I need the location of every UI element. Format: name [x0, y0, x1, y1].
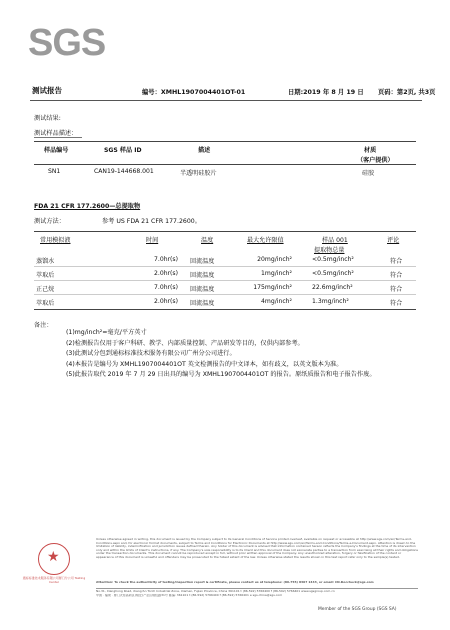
- sample-desc: 半透明硅胶片: [180, 170, 217, 177]
- company-seal: [38, 543, 70, 575]
- note-item: (4)本报告是编号为 XMHL1907004401OT 英文检测报告的中文译本，如有歧义，以英文版本为准。: [66, 360, 343, 368]
- sample-id: CAN19-144668.001: [94, 168, 154, 175]
- limit: 4mg/inch²: [261, 298, 292, 305]
- sample-desc-header: 描述: [198, 147, 211, 154]
- conclusion-header: 评论: [387, 237, 400, 244]
- sample-result: 22.6mg/inch²: [312, 284, 353, 291]
- temp: 回流温度: [190, 258, 215, 265]
- limit: 175mg/inch²: [253, 284, 292, 291]
- row-divider: [34, 294, 416, 295]
- sample-no: SN1: [48, 168, 61, 175]
- table-rule: [34, 231, 416, 232]
- sgs-logo: SGS: [28, 22, 106, 64]
- report-date: 日期:2019 年 8 月 19 日: [288, 89, 364, 96]
- authenticity-notice: Attention: To check the authenticity of testing/inspection report & certificate, please contact us at telephone: (86-755) 8307 1443, or email: CN.Doccheck@sgs.com: [96, 580, 374, 584]
- table-rule: [34, 141, 416, 142]
- results-label: 测试结果:: [34, 115, 61, 122]
- temp-header: 温度: [201, 237, 214, 244]
- seal-text: 通标标准技术服务有限公司厦门分公司 Testing Center: [22, 576, 86, 584]
- note-item: (1)mg/inch²=毫克/平方英寸: [66, 329, 147, 336]
- conclusion: 符合: [390, 286, 403, 293]
- method-label: 测试方法：: [34, 218, 65, 225]
- limit: 1mg/inch²: [261, 270, 292, 277]
- notes-list: [66, 328, 424, 381]
- conclusion: 符合: [390, 300, 403, 307]
- table-rule: [34, 164, 416, 165]
- star-icon: ★: [47, 549, 60, 565]
- table-rule: [34, 309, 416, 310]
- note-item: (2)检测报告仅用于客户科研、教学、内部质量控制、产品研发等目的，仅供内部参考。: [66, 339, 304, 347]
- sample-result: <0.5mg/inch²: [312, 270, 354, 277]
- solvent-header: 常用模拟液: [40, 237, 71, 244]
- footer-divider: [96, 588, 418, 589]
- solvent: 正己烷: [36, 286, 55, 293]
- time: 7.0hr(s): [154, 256, 178, 263]
- address-cn: 中国 · 福建 · 厦门火炬高新区(翔安)产业区翔虹路31号 邮编: 361101 t (86-592) 5766400 f (86-592) 5766401 e sgs.china@sgs.com: [96, 594, 283, 597]
- solvent: 萃取后: [36, 272, 55, 279]
- time-header: 时间: [146, 237, 159, 244]
- time: 2.0hr(s): [154, 270, 178, 277]
- sample-desc-label: 测试样品描述：: [34, 130, 78, 137]
- row-divider: [34, 266, 416, 267]
- sample-no-header: 样品编号: [44, 147, 69, 154]
- report-title: 测试报告: [32, 86, 62, 95]
- row-divider: [34, 280, 416, 281]
- time: 7.0hr(s): [154, 284, 178, 291]
- underline: [34, 137, 82, 138]
- sample-result: <0.5mg/inch²: [312, 256, 354, 263]
- material-header: 材质: [364, 147, 377, 154]
- section-title: FDA 21 CFR 177.2600—总提取物: [34, 203, 141, 210]
- sample-header: 样品 001: [322, 237, 348, 244]
- time: 2.0hr(s): [154, 298, 178, 305]
- temp: 回流温度: [190, 272, 215, 279]
- solvent: 蒸馏水: [36, 258, 55, 265]
- sample-subheader: 提取物总量: [314, 247, 345, 254]
- conclusion: 符合: [390, 272, 403, 279]
- page-number: 页码：第2页, 共3页: [378, 89, 436, 96]
- report-header: [30, 84, 436, 101]
- method-value: 参考 US FDA 21 CFR 177.2600。: [102, 218, 201, 225]
- temp: 回流温度: [190, 300, 215, 307]
- notes-label: 备注：: [34, 322, 53, 329]
- limit: 20mg/inch²: [257, 256, 292, 263]
- conclusion: 符合: [390, 258, 403, 265]
- address-en: No.31, Xianghong Road, Xiang'An Torch Industrial Zone, Xiamen, Fujian Province, China 361101 t (86-592) 5766400 f (86-592) 5766401 www.sgsgroup.com.cn: [96, 590, 335, 593]
- temp: 回流温度: [190, 286, 215, 293]
- note-item: (5)此报告取代 2019 年 7 月 29 日出具的编号为 XMHL1907004401OT 的报告。原纸质报告和电子报告作废。: [66, 371, 376, 378]
- sample-material: 硅胶: [362, 170, 375, 177]
- legal-notice: Unless otherwise agreed in writing, this document is issued by the Company subject to its General Conditions of Service printed overleaf, available on request or accessible at http://www.sgs.com/en/Terms-and-Conditions.aspx and, for electronic format documents, subject to Terms and Conditions for Electronic Documents at http://www.sgs.com/en/Terms-and-Conditions/Terms-e-Document.aspx. Attention is drawn to the limitation of liability, indemnification and jurisdiction issues defined therein. Any holder of this document is advised that information contained hereon reflects the Company's findings at the time of its intervention only and within the limits of Client's instructions, if any. The Company's sole responsibility is to its Client and this document does not exonerate parties to a transaction from exercising all their rights and obligations under the transaction documents. This document cannot be reproduced except in full, without prior written approval of the Company. Any unauthorized alteration, forgery or falsification of the content or appearance of this document is unlawful and offenders may be prosecuted to the fullest extent of the law. Unless otherwise stated the results shown in this test report refer only to the sample(s) tested.: [96, 538, 418, 559]
- limit-header: 最大允许限值: [247, 237, 284, 244]
- report-number: 编号：XMHL1907004401OT-01: [142, 89, 246, 96]
- member-text: Member of the SGS Group (SGS SA): [318, 607, 397, 612]
- sample-id-header: SGS 样品 ID: [104, 147, 142, 154]
- sample-result: 1.3mg/inch²: [312, 298, 349, 305]
- solvent: 萃取后: [36, 300, 55, 307]
- note-item: (3)此测试分包到通标标准技术服务有限公司广州分公司进行。: [66, 350, 236, 357]
- material-note: （客户提供）: [357, 157, 394, 164]
